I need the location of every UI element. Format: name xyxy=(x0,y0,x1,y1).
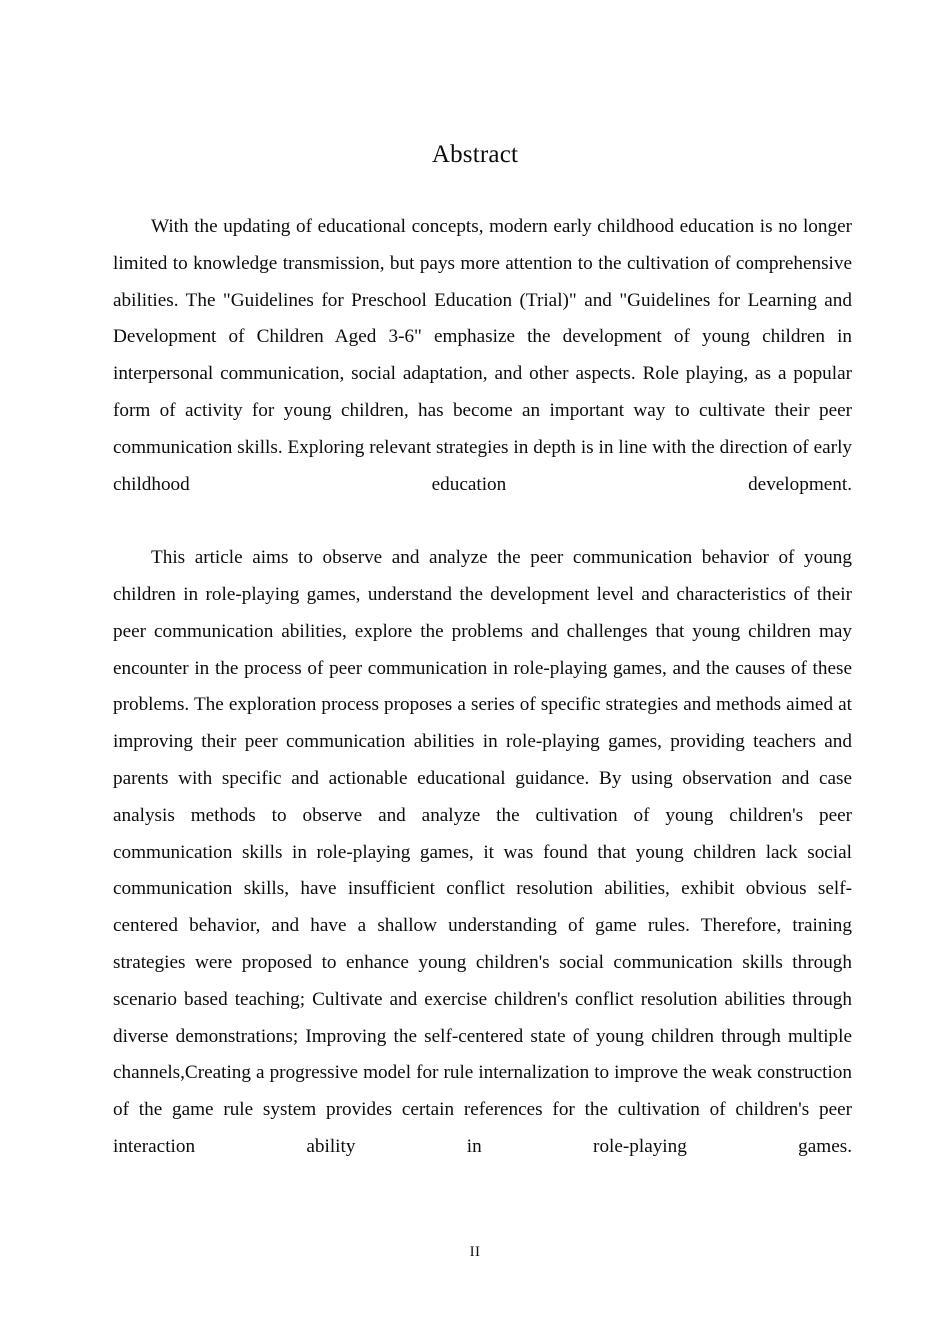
abstract-paragraph-1: With the updating of educational concepts, modern early childhood education is no longer limited to knowledge transmission, but pays more attention to the cultivation of comprehensive abilities. The "Guidelines for Preschool Education (Trial)" and "Guidelines for Learning and Development of Children Aged 3-6" emphasize the development of young children in interpersonal communication, social adaptation, and other aspects. Role playing, as a popular form of activity for young children, has become an important way to cultivate their peer communication skills. Exploring relevant strategies in depth is in line with the direction of early childhood education development. xyxy=(113,216,852,495)
abstract-body xyxy=(113,209,852,1203)
abstract-paragraph-2: This article aims to observe and analyze the peer communication behavior of young children in role-playing games, understand the development level and characteristics of their peer communication abilities, explore the problems and challenges that young children may encounter in the process of peer communication in role-playing games, and the causes of these problems. The exploration process proposes a series of specific strategies and methods aimed at improving their peer communication abilities in role-playing games, providing teachers and parents with specific and actionable educational guidance. By using observation and case analysis methods to observe and analyze the cultivation of young children's peer communication skills in role-playing games, it was found that young children lack social communication skills, have insufficient conflict resolution abilities, exhibit obvious self-centered behavior, and have a shallow understanding of game rules. Therefore, training strategies were proposed to enhance young children's social communication skills through scenario based teaching; Cultivate and exercise children's conflict resolution abilities through diverse demonstrations; Improving the self-centered state of young children through multiple channels,Creating a progressive model for rule internalization to improve the weak construction of the game rule system provides certain references for the cultivation of children's peer interaction ability in role-playing games. xyxy=(113,547,852,1157)
page-title: Abstract xyxy=(431,140,519,168)
page-number: II xyxy=(469,1244,481,1260)
